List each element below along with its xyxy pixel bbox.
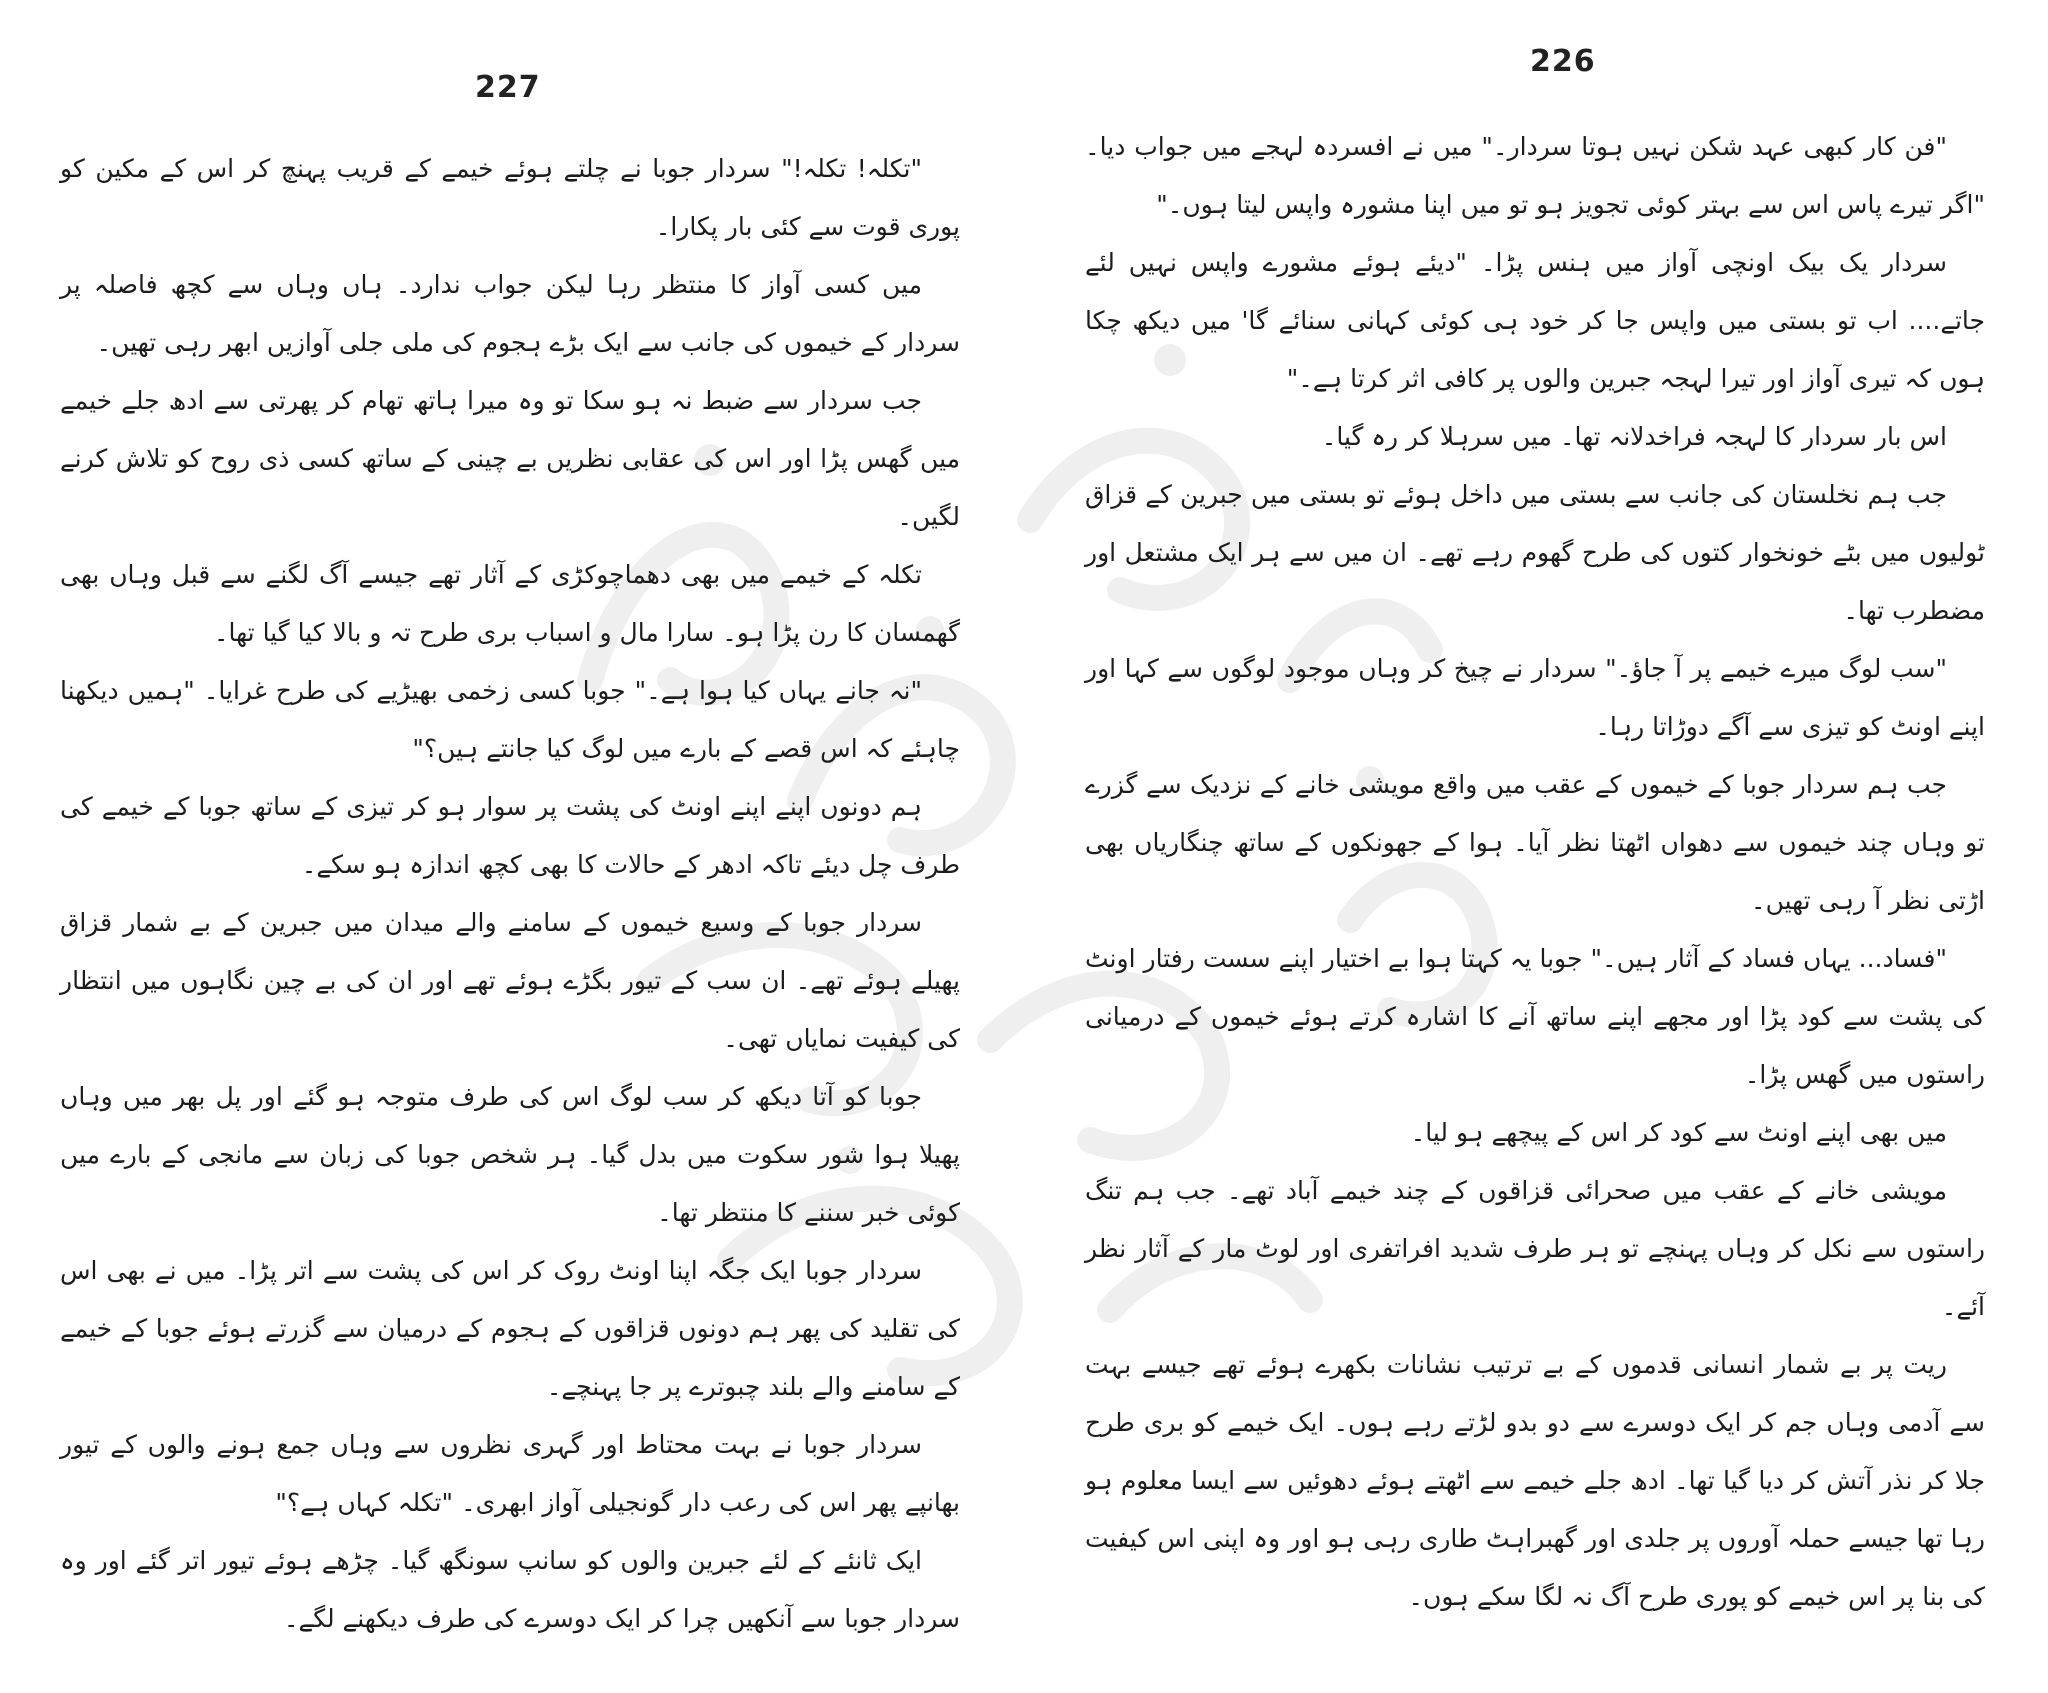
paragraph: "فن کار کبھی عہد شکن نہیں ہوتا سردار۔" میں نے افسردہ لہجے میں جواب دیا۔ "اگر تیرے پاس اس سے بہتر کوئی تجویز ہو تو میں اپنا مشورہ واپس لیتا ہوں۔" — [1085, 132, 1985, 219]
paragraph: میں کسی آواز کا منتظر رہا لیکن جواب ندارد۔ ہاں وہاں سے کچھ فاصلہ پر سردار کے خیموں کی جانب سے ایک بڑے ہجوم کی ملی جلی آوازیں ابھر رہی تھیں۔ — [60, 270, 960, 357]
page-left — [60, 0, 960, 1693]
paragraph: سردار جوبا نے بہت محتاط اور گہری نظروں سے وہاں جمع ہونے والوں کے تیور بھانپے پھر اس کی رعب دار گونجیلی آواز ابھری۔ "تکلہ کہاں ہے؟" — [60, 1430, 960, 1517]
page-number: 226 — [1530, 44, 1596, 79]
paragraph: جب ہم سردار جوبا کے خیموں کے عقب میں واقع مویشی خانے کے نزدیک سے گزرے تو وہاں چند خیموں سے دھواں اٹھتا نظر آیا۔ ہوا کے جھونکوں کے ساتھ چنگاریاں بھی اڑتی نظر آ رہی تھیں۔ — [1085, 770, 1985, 915]
paragraph: ایک ثانئے کے لئے جبرین والوں کو سانپ سونگھ گیا۔ چڑھے ہوئے تیور اتر گئے اور وہ سردار جوبا سے آنکھیں چرا کر ایک دوسرے کی طرف دیکھنے لگے۔ — [60, 1546, 960, 1633]
paragraph: ہم دونوں اپنے اپنے اونٹ کی پشت پر سوار ہو کر تیزی کے ساتھ جوبا کے خیمے کی طرف چل دیئے تاکہ ادھر کے حالات کا بھی کچھ اندازہ ہو سکے۔ — [60, 792, 960, 879]
paragraph: جوبا کو آتا دیکھ کر سب لوگ اس کی طرف متوجہ ہو گئے اور پل بھر میں وہاں پھیلا ہوا شور سکوت میں بدل گیا۔ ہر شخص جوبا کی زبان سے مانجی کے بارے میں کوئی خبر سننے کا منتظر تھا۔ — [60, 1082, 960, 1227]
paragraph: جب سردار سے ضبط نہ ہو سکا تو وہ میرا ہاتھ تھام کر پھرتی سے ادھ جلے خیمے میں گھس پڑا اور اس کی عقابی نظریں بے چینی کے ساتھ کسی ذی روح کو تلاش کرنے لگیں۔ — [60, 386, 960, 531]
paragraph: میں بھی اپنے اونٹ سے کود کر اس کے پیچھے ہو لیا۔ — [1410, 1118, 1947, 1147]
paragraph: سردار جوبا ایک جگہ اپنا اونٹ روک کر اس کی پشت سے اتر پڑا۔ میں نے بھی اس کی تقلید کی پھر ہم دونوں قزاقوں کے ہجوم کے درمیان سے گزرتے ہوئے جوبا کے خیمے کے سامنے والے بلند چبوترے پر جا پہنچے۔ — [60, 1256, 960, 1401]
paragraph: جب ہم نخلستان کی جانب سے بستی میں داخل ہوئے تو بستی میں جبرین کے قزاق ٹولیوں میں بٹے خونخوار کتوں کی طرح گھوم رہے تھے۔ ان میں سے ہر ایک مشتعل اور مضطرب تھا۔ — [1085, 480, 1985, 625]
paragraph: "نہ جانے یہاں کیا ہوا ہے۔" جوبا کسی زخمی بھیڑیے کی طرح غرایا۔ "ہمیں دیکھنا چاہئے کہ اس قصے کے بارے میں لوگ کیا جانتے ہیں؟" — [60, 676, 960, 763]
page-number: 227 — [475, 70, 541, 105]
page-right — [1085, 0, 1985, 1693]
paragraph: "تکلہ! تکلہ!" سردار جوبا نے چلتے ہوئے خیمے کے قریب پہنچ کر اس کے مکین کو پوری قوت سے کئی بار پکارا۔ — [60, 154, 960, 241]
page-text — [1085, 118, 1985, 1626]
paragraph: ریت پر بے شمار انسانی قدموں کے بے ترتیب نشانات بکھرے ہوئے تھے جیسے بہت سے آدمی وہاں جم کر ایک دوسرے سے دو بدو لڑتے رہے ہوں۔ ایک خیمے کو بری طرح جلا کر نذر آتش کر دیا گیا تھا۔ ادھ جلے خیمے سے اٹھتے ہوئے دھوئیں سے ایسا معلوم ہو رہا تھا جیسے حملہ آوروں پر جلدی اور گھبراہٹ طاری رہی ہو اور وہ اپنی اس کیفیت کی بنا پر اس خیمے کو پوری طرح آگ نہ لگا سکے ہوں۔ — [1085, 1350, 1985, 1611]
paragraph: مویشی خانے کے عقب میں صحرائی قزاقوں کے چند خیمے آباد تھے۔ جب ہم تنگ راستوں سے نکل کر وہاں پہنچے تو ہر طرف شدید افراتفری اور لوٹ مار کے آثار نظر آئے۔ — [1085, 1176, 1985, 1321]
paragraph: سردار یک بیک اونچی آواز میں ہنس پڑا۔ "دیئے ہوئے مشورے واپس نہیں لئے جاتے.... اب تو بستی میں واپس جا کر خود ہی کوئی کہانی سنائے گا' میں دیکھ چکا ہوں کہ تیری آواز اور تیرا لہجہ جبرین والوں پر کافی اثر کرتا ہے۔" — [1085, 248, 1985, 393]
page-text — [60, 140, 960, 1648]
paragraph: "فساد... یہاں فساد کے آثار ہیں۔" جوبا یہ کہتا ہوا بے اختیار اپنے سست رفتار اونٹ کی پشت سے کود پڑا اور مجھے اپنے ساتھ آنے کا اشارہ کرتے ہوئے خیموں کے درمیانی راستوں میں گھس پڑا۔ — [1085, 944, 1985, 1089]
paragraph: "سب لوگ میرے خیمے پر آ جاؤ۔" سردار نے چیخ کر وہاں موجود لوگوں سے کہا اور اپنے اونٹ کو تیزی سے آگے دوڑاتا رہا۔ — [1085, 654, 1985, 741]
paragraph: اس بار سردار کا لہجہ فراخدلانہ تھا۔ میں سرہلا کر رہ گیا۔ — [1321, 422, 1947, 451]
paragraph: سردار جوبا کے وسیع خیموں کے سامنے والے میدان میں جبرین کے بے شمار قزاق پھیلے ہوئے تھے۔ ان سب کے تیور بگڑے ہوئے تھے اور ان کی بے چین نگاہوں میں انتظار کی کیفیت نمایاں تھی۔ — [60, 908, 960, 1053]
paragraph: تکلہ کے خیمے میں بھی دھماچوکڑی کے آثار تھے جیسے آگ لگنے سے قبل وہاں بھی گھمسان کا رن پڑا ہو۔ سارا مال و اسباب بری طرح تہ و بالا کیا گیا تھا۔ — [60, 560, 960, 647]
